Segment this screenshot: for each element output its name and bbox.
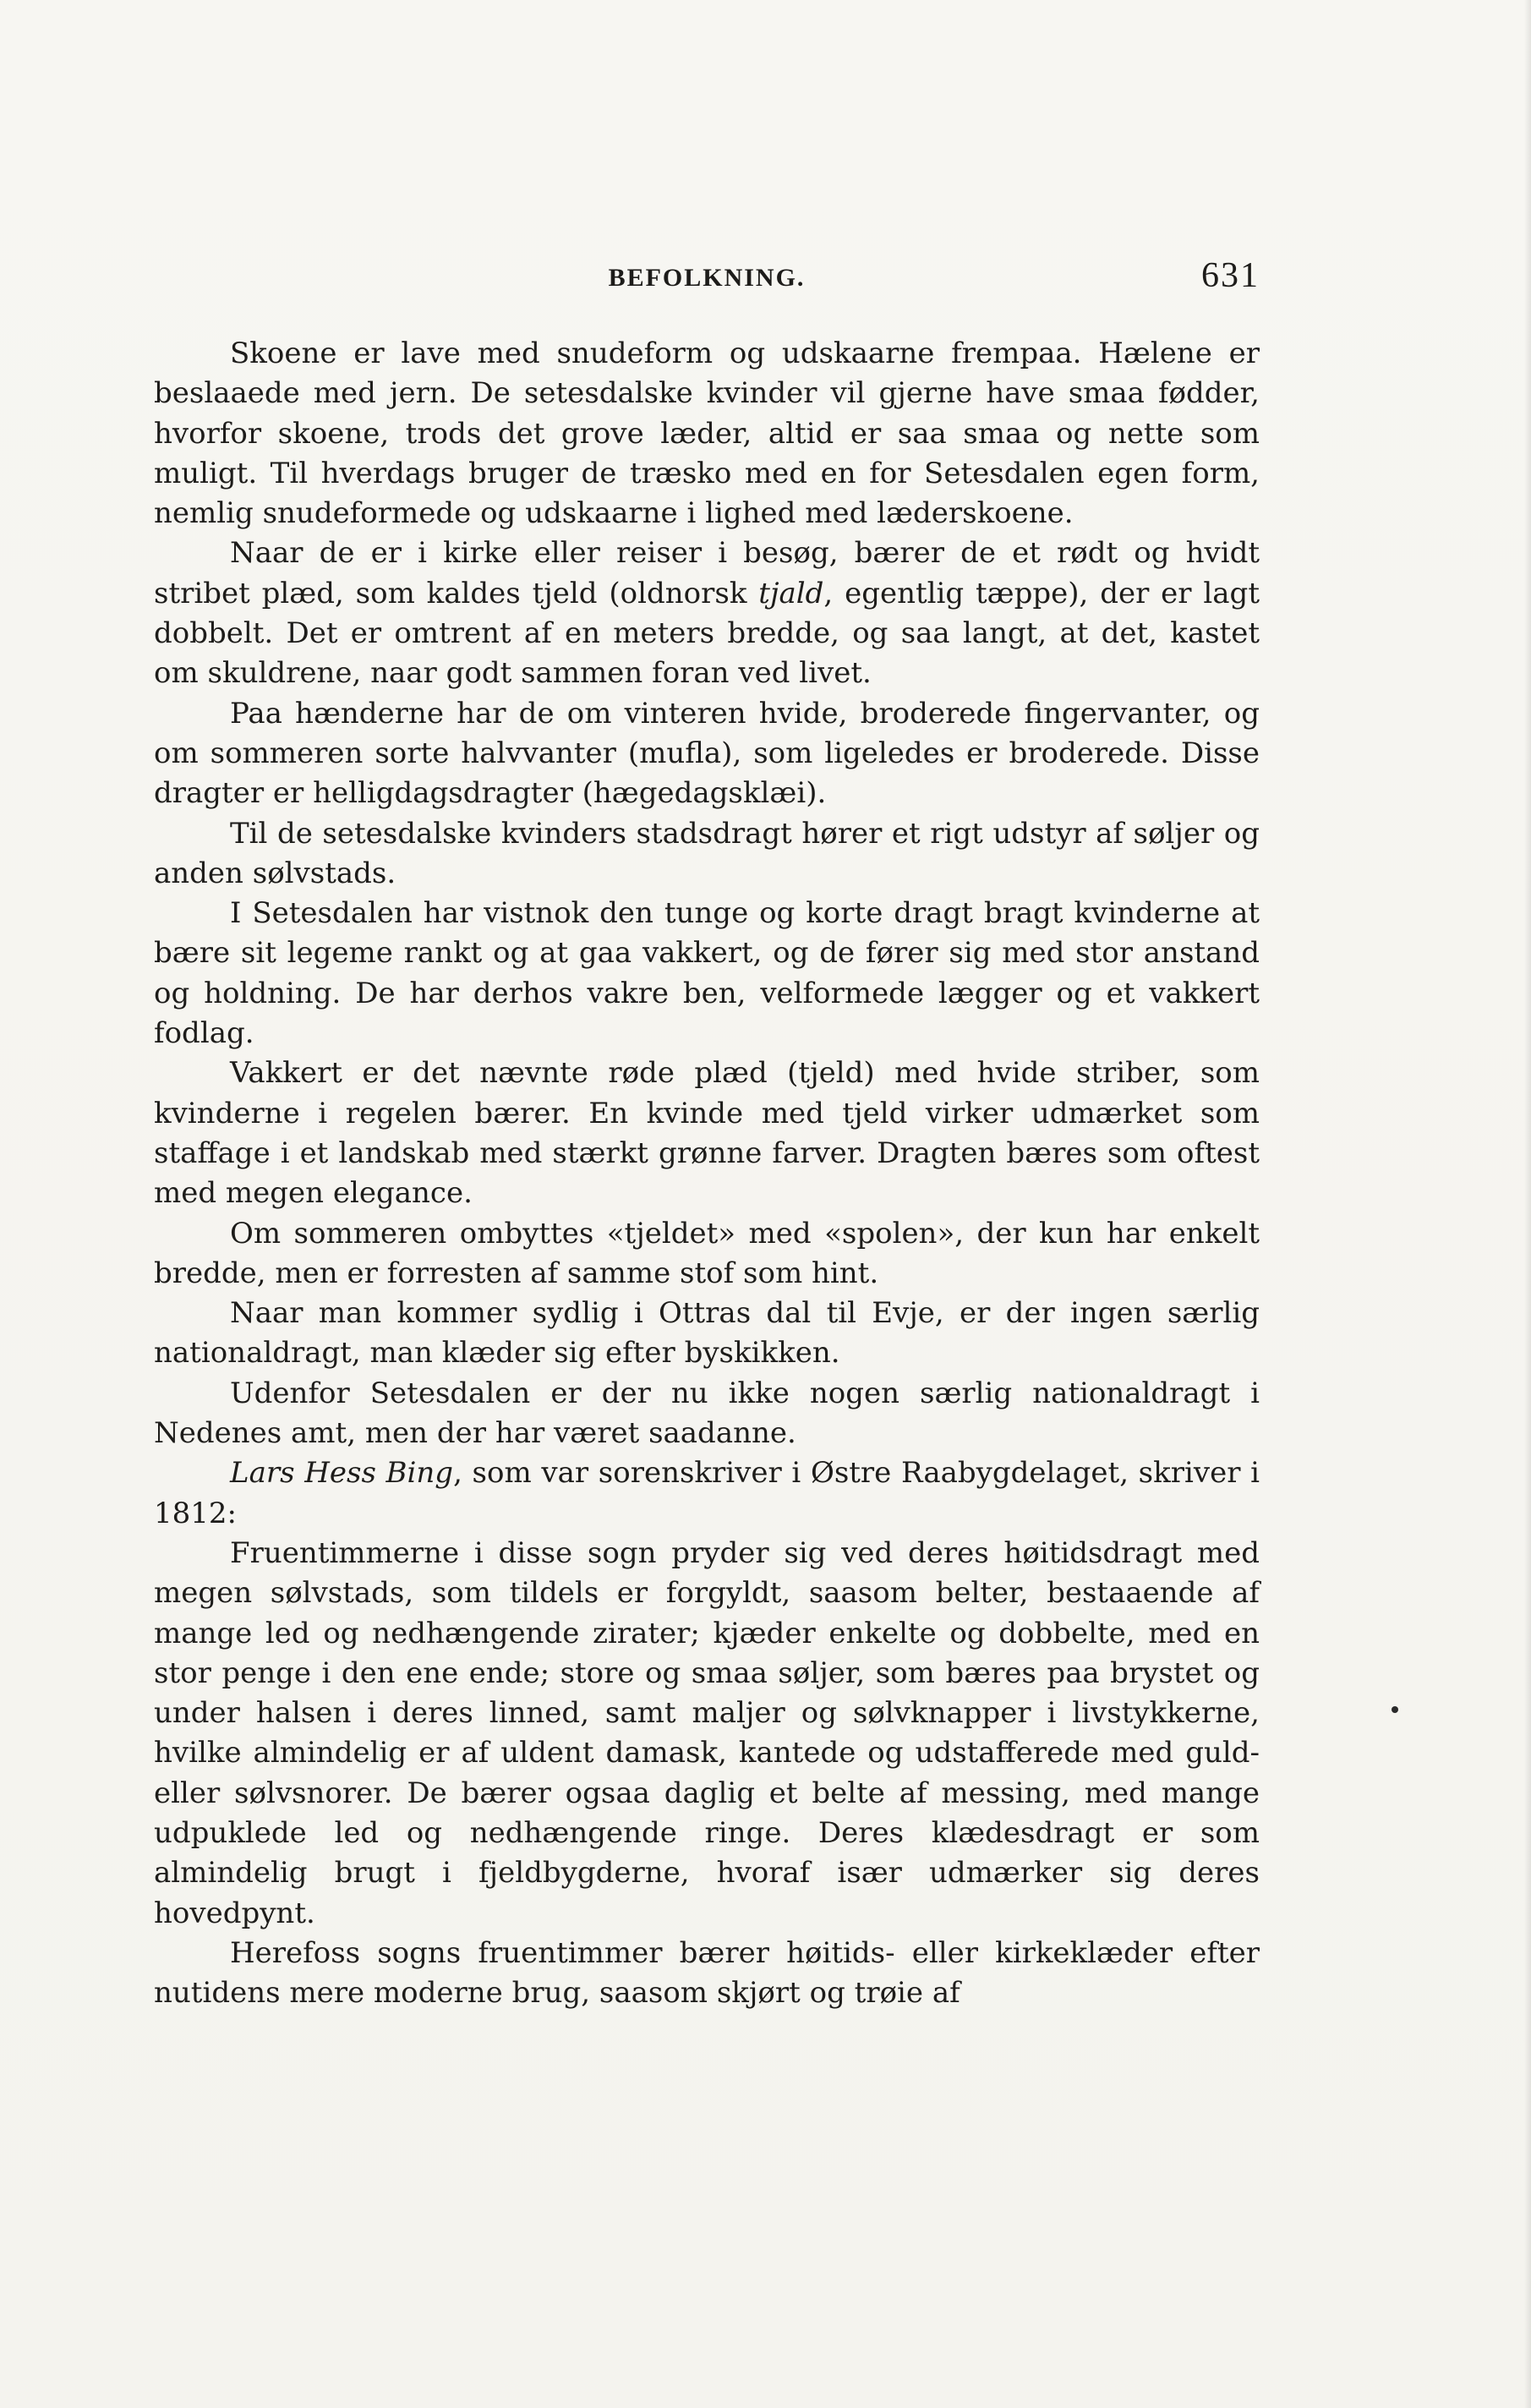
paragraph-text: Til de setesdalske kvinders stadsdragt hører et rigt udstyr af søljer og anden sølvstads.: [154, 816, 1260, 890]
paragraph-text: Udenfor Setesdalen er der nu ikke nogen særlig nationaldragt i Nedenes amt, men der har været saadanne.: [154, 1376, 1260, 1451]
paragraph-6: [154, 1054, 1260, 1213]
running-head: [154, 255, 1260, 298]
paragraph-text: I Setesdalen har vistnok den tunge og korte dragt bragt kvinderne at bære sit legeme rankt og at gaa vakkert, og de fører sig med stor anstand og holdning. De har derhos vakre ben, velformede lægger og et vakkert fodlag.: [154, 896, 1260, 1051]
paragraph-11: [154, 1534, 1260, 1934]
paragraph-text: Herefoss sogns fruentimmer bærer høitids- eller kirkeklæder efter nutidens mere moderne brug, saasom skjørt og trøie af: [154, 1935, 1260, 2011]
paragraph-text: Om sommeren ombyttes «tjeldet» med «spolen», der kun har enkelt bredde, men er forresten af samme stof som hint.: [154, 1216, 1260, 1290]
paragraph-text: Naar man kommer sydlig i Ottras dal til Evje, er der ingen særlig nationaldragt, man klæder sig efter byskikken.: [154, 1296, 1260, 1371]
print-speck: [1392, 1706, 1398, 1713]
paragraph-2: [154, 534, 1260, 693]
paragraph-4: [154, 814, 1260, 895]
paragraph-text: , egentlig tæppe), der er lagt dobbelt. Det er omtrent af en meters bredde, og saa langt, at det, kastet om skuldrene, naar godt sammen foran ved livet.: [154, 576, 1260, 691]
paragraph-text: Naar de er i kirke eller reiser i besøg, bærer de et rødt og hvidt stribet plæd, som kaldes tjeld (oldnorsk: [154, 536, 1260, 610]
italic-author-name: Lars Hess Bing: [230, 1456, 454, 1491]
page-edge-shadow: [1524, 0, 1531, 2408]
paragraph-10: [154, 1453, 1260, 1534]
paragraph-5: [154, 894, 1260, 1054]
paragraph-9: [154, 1374, 1260, 1454]
paragraph-text: Paa hænderne har de om vinteren hvide, broderede fingervanter, og om sommeren sorte halvvanter (mufla), som ligeledes er broderede. Disse dragter er helligdagsdragter (hægedagsklæi).: [154, 696, 1260, 811]
italic-term-tjald: tjald: [758, 576, 824, 610]
page-number: 631: [1201, 256, 1260, 295]
paragraph-text: , som var sorenskriver i Østre Raabygdelaget, skriver i 1812:: [154, 1456, 1260, 1530]
paragraph-7: [154, 1214, 1260, 1294]
paragraph-1: [154, 334, 1260, 534]
chapter-title: BEFOLKNING.: [608, 264, 806, 292]
paragraph-12: [154, 1934, 1260, 2014]
paragraph-3: [154, 694, 1260, 814]
paragraph-text: Vakkert er det nævnte røde plæd (tjeld) med hvide striber, som kvinderne i regelen bærer. En kvinde med tjeld virker udmærket som staffage i et landskab med stærkt grønne farver. Dragten bæres som oftest med megen elegance.: [154, 1056, 1260, 1211]
paragraph-text: Fruentimmerne i disse sogn pryder sig ved deres høitidsdragt med megen sølvstads, som tildels er forgyldt, saasom belter, bestaaende af mange led og nedhængende zirater; kjæder enkelte og dobbelte, med en stor penge i den ene ende; store og smaa søljer, som bæres paa brystet og under halsen i deres linned, samt maljer og sølvknapper i livstykkerne, hvilke almindelig er af uldent damask, kantede og udstafferede med guld- eller sølvsnorer. De bærer ogsaa daglig et belte af messing, med mange udpuklede led og nedhængende ringe. Deres klædesdragt er som almindelig brugt i fjeldbygderne, hvoraf især udmærker sig deres hovedpynt.: [154, 1535, 1260, 1930]
body-text: [154, 334, 1260, 2013]
paragraph-8: [154, 1294, 1260, 1374]
paragraph-text: Skoene er lave med snudeform og udskaarne frempaa. Hælene er beslaaede med jern. De setesdalske kvinder vil gjerne have smaa fødder, hvorfor skoene, trods det grove læder, altid er saa smaa og nette som muligt. Til hverdags bruger de træsko med en for Setesdalen egen form, nemlig snudeformede og udskaarne i lighed med læderskoene.: [154, 337, 1260, 531]
